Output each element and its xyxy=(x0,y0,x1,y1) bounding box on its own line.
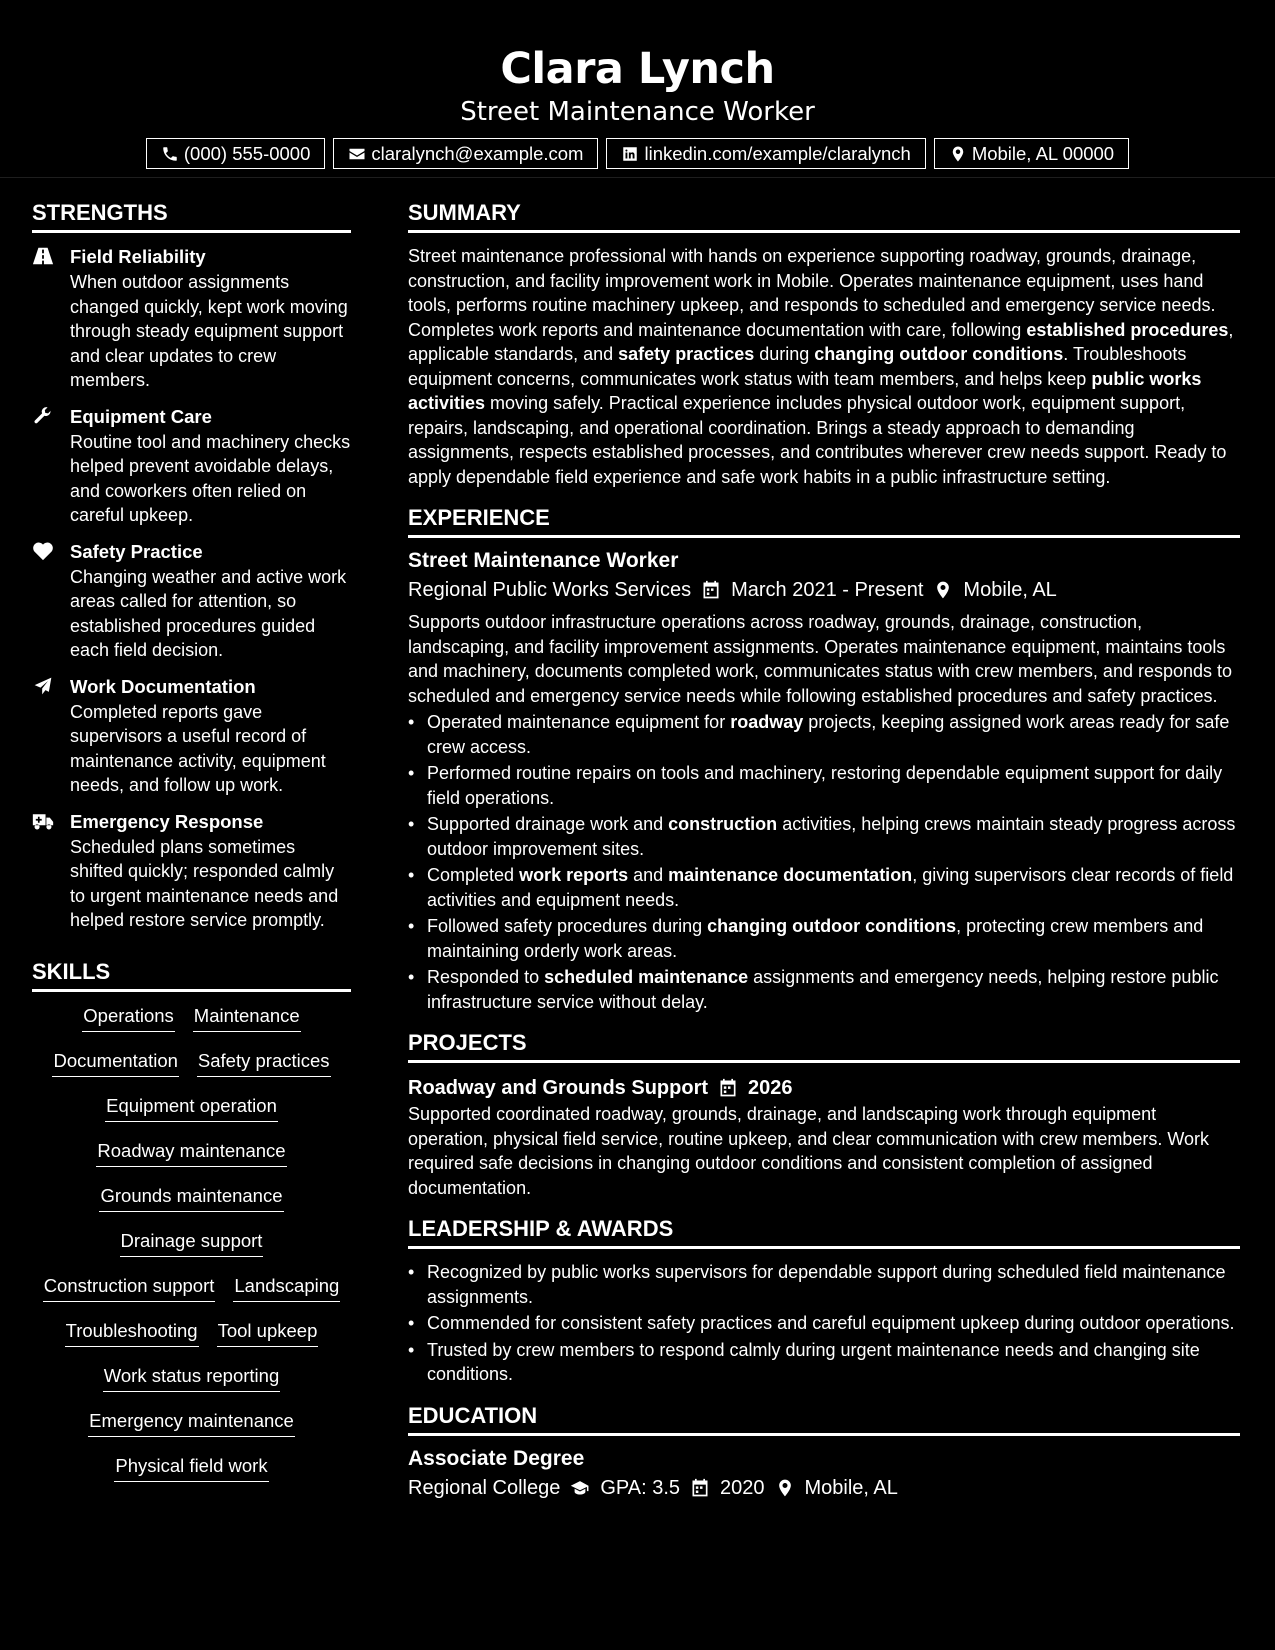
project-year: 2026 xyxy=(748,1077,793,1099)
skill-tag: Physical field work xyxy=(114,1453,268,1482)
company-name: Regional Public Works Services xyxy=(408,579,692,601)
candidate-title: Street Maintenance Worker xyxy=(460,97,815,127)
skills-heading: SKILLS xyxy=(32,957,351,992)
skill-tag: Construction support xyxy=(43,1273,216,1302)
map-pin-icon xyxy=(949,145,967,163)
skills-list xyxy=(32,1003,351,1498)
truck-medical-icon xyxy=(32,811,54,831)
list-item: • Followed safety procedures during changing outdoor conditions, protecting crew members and maintaining orderly work areas. xyxy=(408,914,1240,963)
education-heading: EDUCATION xyxy=(408,1401,1240,1436)
email-text: claralynch@example.com xyxy=(371,142,584,164)
strength-title: Equipment Care xyxy=(70,405,212,427)
calendar-icon xyxy=(701,580,721,600)
school-name: Regional College xyxy=(408,1476,561,1499)
skill-tag: Tool upkeep xyxy=(217,1318,319,1347)
education-year: 2020 xyxy=(720,1476,765,1499)
calendar-icon xyxy=(690,1478,710,1498)
skill-tag: Documentation xyxy=(52,1048,178,1077)
gpa-text: GPA: 3.5 xyxy=(600,1476,680,1499)
projects-heading: PROJECTS xyxy=(408,1028,1240,1063)
phone-text: (000) 555-0000 xyxy=(183,142,311,164)
strength-title: Emergency Response xyxy=(70,810,264,832)
summary-heading: SUMMARY xyxy=(408,198,1240,233)
skill-tag: Grounds maintenance xyxy=(99,1183,283,1212)
strengths-heading: STRENGTHS xyxy=(32,198,351,233)
list-item: • Completed work reports and maintenance documentation, giving supervisors clear records of field activities and equipment needs. xyxy=(408,863,1240,912)
road-icon xyxy=(32,246,54,266)
strength-item xyxy=(32,539,351,663)
strength-desc: Routine tool and machinery checks helped prevent avoidable delays, and coworkers often relied on careful upkeep. xyxy=(70,431,351,525)
list-item: • Operated maintenance equipment for roadway projects, keeping assigned work areas ready for safe crew access. xyxy=(408,710,1240,759)
contact-location xyxy=(934,138,1129,169)
list-item: • Performed routine repairs on tools and machinery, restoring dependable equipment support for daily field operations. xyxy=(408,761,1240,810)
strength-title: Safety Practice xyxy=(70,540,203,562)
leadership-list xyxy=(408,1260,1240,1387)
job-bullets xyxy=(408,710,1240,1014)
envelope-icon xyxy=(348,145,366,163)
candidate-name: Clara Lynch xyxy=(500,44,775,94)
graduation-cap-icon xyxy=(570,1478,590,1498)
skill-tag: Roadway maintenance xyxy=(96,1138,286,1167)
job-title: Street Maintenance Worker xyxy=(408,549,679,572)
skill-tag: Work status reporting xyxy=(103,1363,280,1392)
strength-title: Work Documentation xyxy=(70,675,256,697)
strength-item xyxy=(32,244,351,393)
list-item: • Supported drainage work and construction activities, helping crews maintain steady progress across outdoor improvement sites. xyxy=(408,812,1240,861)
strength-item xyxy=(32,809,351,933)
map-pin-icon xyxy=(775,1478,795,1498)
contact-phone[interactable] xyxy=(146,138,326,169)
skill-tag: Operations xyxy=(82,1003,175,1032)
contact-email[interactable] xyxy=(333,138,598,169)
list-item: • Commended for consistent safety practices and careful equipment upkeep during outdoor operations. xyxy=(408,1311,1240,1336)
linkedin-text: linkedin.com/example/claralynch xyxy=(644,142,911,164)
skill-tag: Drainage support xyxy=(120,1228,264,1257)
experience-heading: EXPERIENCE xyxy=(408,503,1240,538)
paper-plane-icon xyxy=(32,676,54,696)
strength-desc: Completed reports gave supervisors a useful record of maintenance activity, equipment needs, and follow up work. xyxy=(70,701,326,795)
strength-desc: Scheduled plans sometimes shifted quickly; responded calmly to urgent maintenance needs and helped restore service promptly. xyxy=(70,836,339,930)
resume-header xyxy=(0,0,1275,178)
strength-desc: When outdoor assignments changed quickly, kept work moving through steady equipment support and clear updates to crew members. xyxy=(70,272,348,390)
job-location: Mobile, AL xyxy=(963,579,1057,601)
list-item: • Responded to scheduled maintenance assignments and emergency needs, helping restore public infrastructure service without delay. xyxy=(408,965,1240,1014)
degree-title: Associate Degree xyxy=(408,1446,585,1470)
list-item: • Trusted by crew members to respond calmly during urgent maintenance needs and changing site conditions. xyxy=(408,1338,1240,1387)
skill-tag: Equipment operation xyxy=(105,1093,278,1122)
contact-linkedin[interactable] xyxy=(606,138,925,169)
job-description: Supports outdoor infrastructure operations across roadway, grounds, drainage, construction, landscaping, and facility improvement assignments. Operates maintenance equipment, maintains tools and machinery, documents completed work, communicates status with crew members, and responds to scheduled and emergency service needs while following established procedures and safety practices. xyxy=(408,612,1233,706)
project-header xyxy=(408,1074,1240,1102)
strength-desc: Changing weather and active work areas called for attention, so established procedures guided each field decision. xyxy=(70,566,347,660)
skill-tag: Maintenance xyxy=(193,1003,301,1032)
strength-title: Field Reliability xyxy=(70,246,206,267)
job-meta xyxy=(408,575,1240,605)
calendar-icon xyxy=(718,1078,738,1098)
skill-tag: Emergency maintenance xyxy=(88,1408,295,1437)
education-meta xyxy=(408,1473,1240,1503)
wrench-icon xyxy=(32,406,54,426)
contact-bar xyxy=(0,138,1275,169)
right-column xyxy=(408,198,1240,1508)
project-description: Supported coordinated roadway, grounds, drainage, and landscaping work through equipment operation, physical field service, routine upkeep, and clear communication with crew members. Work required safe decisions in changing outdoor conditions and consistent completion of assigned documentation. xyxy=(408,1104,1210,1198)
left-column xyxy=(32,198,351,1498)
strength-item xyxy=(32,404,351,528)
job-dates: March 2021 - Present xyxy=(731,579,924,601)
strength-item xyxy=(32,674,351,798)
map-pin-icon xyxy=(933,580,953,600)
skill-tag: Landscaping xyxy=(233,1273,340,1302)
skill-tag: Safety practices xyxy=(197,1048,331,1077)
linkedin-icon xyxy=(621,145,639,163)
education-location: Mobile, AL xyxy=(804,1476,898,1499)
location-text: Mobile, AL 00000 xyxy=(971,142,1115,164)
summary-text: Street maintenance professional with hands on experience supporting roadway, grounds, drainage, construction, and facility improvement work in Mobile. Operates maintenance equipment, uses hand tools, performs routine machinery upkeep, and responds to scheduled and emergency service needs. Completes work reports and maintenance documentation with care, following established procedures, applicable standards, and safety practices during changing outdoor conditions. Troubleshoots equipment concerns, communicates work status with team members, and helps keep public works activities moving safely. Practical experience includes physical outdoor work, equipment support, repairs, landscaping, and operational coordination. Brings a steady approach to demanding assignments, respects established processes, and contributes wherever crew needs support. Ready to apply dependable field experience and safe work habits in a public infrastructure setting. xyxy=(408,246,1234,487)
project-title: Roadway and Grounds Support xyxy=(408,1077,709,1099)
phone-icon xyxy=(161,145,179,163)
leadership-heading: LEADERSHIP & AWARDS xyxy=(408,1214,1240,1249)
heart-icon xyxy=(32,541,54,561)
skill-tag: Troubleshooting xyxy=(65,1318,199,1347)
list-item: • Recognized by public works supervisors for dependable support during scheduled field maintenance assignments. xyxy=(408,1260,1240,1309)
